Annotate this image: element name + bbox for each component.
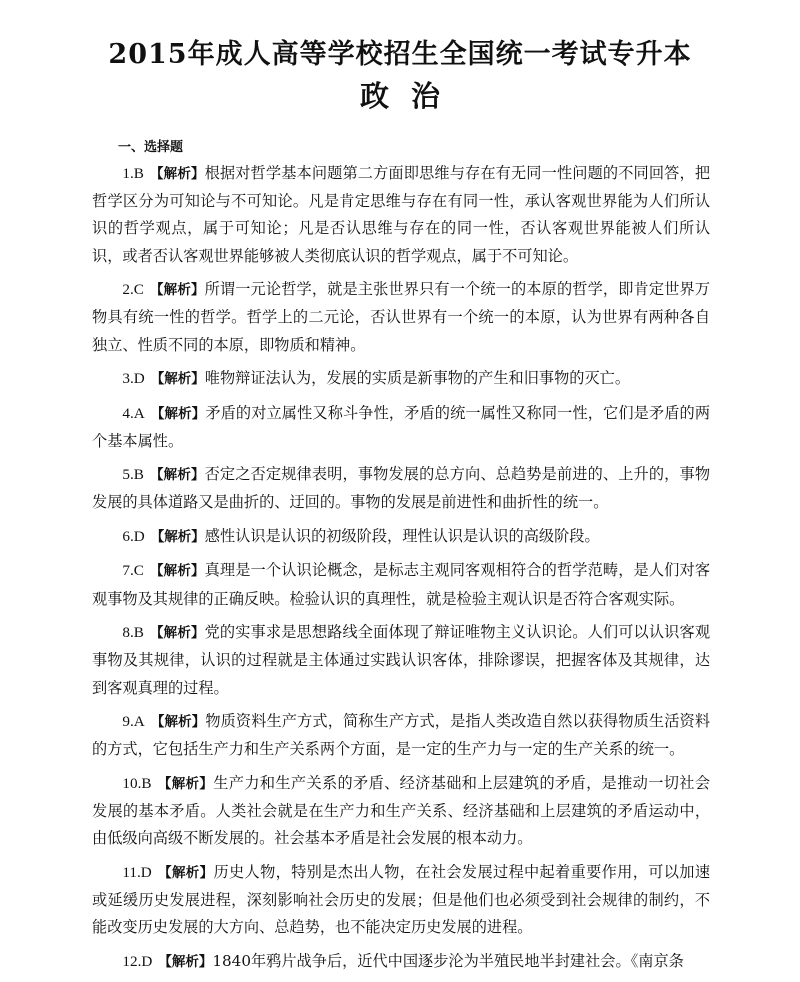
- answer-number: 9.A: [122, 713, 145, 731]
- analysis-tag: 【解析】: [149, 282, 205, 299]
- analysis-text: 历史人物，特别是杰出人物，在社会发展过程中起着重要作用，可以加速或延缓历史发展进程，深刻影响社会历史的发展；但是他们也必须受到社会规律的制约，不能改变历史发展的大方向、总趋势，也不能决定历史发展的进程。: [92, 862, 711, 937]
- answer-number: 6.D: [122, 527, 145, 545]
- answer-item: [92, 770, 710, 853]
- answer-number: 12.D: [122, 952, 153, 970]
- answer-number: 11.D: [122, 863, 152, 881]
- answer-item: [92, 400, 710, 455]
- analysis-tag: 【解析】: [157, 775, 214, 792]
- analysis-text: 真理是一个认识论概念，是标志主观同客观相符合的哲学范畴，是人们对客观事物及其规律的正确反映。检验认识的真理性，就是检验主观认识是否符合客观实际。: [92, 561, 711, 608]
- analysis-tag: 【解析】: [150, 405, 206, 422]
- answer-item: [92, 619, 710, 702]
- answer-number: 4.A: [122, 404, 145, 422]
- analysis-tag: 【解析】: [149, 166, 205, 182]
- answer-item: [92, 365, 710, 393]
- analysis-text: 党的实事求是思想路线全面体现了辩证唯物主义认识论。人们可以认识客观事物及其规律，认识的过程就是主体通过实践认识客体，排除谬误，把握客体及其规律，达到客观真理的过程。: [92, 623, 711, 697]
- answer-item: [92, 708, 710, 763]
- exam-title: 2015年成人高等学校招生全国统一考试专升本: [108, 39, 692, 70]
- answer-item: [92, 557, 710, 612]
- analysis-text: 所谓一元论哲学，就是主张世界只有一个统一的本原的哲学，即肯定世界万物具有统一性的哲学。哲学上的二元论，否认世界有一个统一的本原，认为世界有两种各自独立、性质不同的本原，即物质和精神。: [92, 280, 711, 354]
- answer-item: [92, 461, 710, 516]
- answer-number: 7.C: [122, 562, 144, 580]
- analysis-tag: 【解析】: [157, 864, 214, 881]
- analysis-text: 唯物辩证法认为，发展的实质是新事物的产生和旧事物的灭亡。: [204, 369, 630, 388]
- analysis-text: 矛盾的对立属性又称斗争性，矛盾的统一属性又称同一性，它们是矛盾的两个基本属性。: [92, 403, 711, 450]
- answer-number: 1.B: [122, 165, 144, 182]
- answer-number: 2.C: [122, 281, 144, 299]
- answer-number: 3.D: [122, 370, 145, 388]
- analysis-text: 生产力和生产关系的矛盾、经济基础和上层建筑的矛盾，是推动一切社会发展的基本矛盾。人类社会就是在生产力和生产关系、经济基础和上层建筑的矛盾运动中，由低级向高级不断发展的。社会基本矛盾是社会发展的根本动力。: [92, 773, 711, 848]
- section-heading: 一、选择题: [118, 140, 184, 155]
- analysis-tag: 【解析】: [150, 371, 205, 388]
- answer-number: 5.B: [122, 466, 144, 484]
- answer-item: [92, 523, 710, 551]
- analysis-tag: 【解析】: [149, 563, 205, 580]
- analysis-tag: 【解析】: [150, 714, 206, 731]
- answer-item: [92, 276, 710, 359]
- answer-item: [92, 948, 710, 976]
- answer-number: 10.B: [122, 774, 152, 792]
- analysis-tag: 【解析】: [149, 625, 205, 642]
- answer-item: [92, 160, 710, 270]
- analysis-text: 感性认识是认识的初级阶段，理性认识是认识的高级阶段。: [204, 526, 600, 545]
- answer-item: [92, 859, 710, 942]
- analysis-text: 否定之否定规律表明，事物发展的总方向、总趋势是前进的、上升的，事物发展的具体道路又是曲折的、迂回的。事物的发展是前进性和曲折性的统一。: [92, 465, 711, 512]
- subject-title: 政治: [359, 79, 462, 113]
- analysis-tag: 【解析】: [158, 953, 213, 970]
- analysis-text: 物质资料生产方式，简称生产方式，是指人类改造自然以获得物质生活资料的方式，它包括生产力和生产关系两个方面，是一定的生产力与一定的生产关系的统一。: [92, 712, 711, 759]
- answer-number: 8.B: [122, 624, 144, 642]
- analysis-text: 根据对哲学基本问题第二方面即思维与存在有无同一性问题的不同回答，把哲学区分为可知论与不可知论。凡是肯定思维与存在有同一性，承认客观世界能为人们所认识的哲学观点，属于可知论；凡是否认思维与存在的同一性，否认客观世界能被人们所认识，或者否认客观世界能够被人类彻底认识的哲学观点，属于不可知论。: [92, 164, 711, 265]
- answer-list: [92, 160, 710, 982]
- analysis-tag: 【解析】: [149, 467, 205, 484]
- analysis-tag: 【解析】: [150, 528, 205, 545]
- analysis-text: 1840年鸦片战争后，近代中国逐步沦为半殖民地半封建社会。《南京条: [212, 951, 684, 970]
